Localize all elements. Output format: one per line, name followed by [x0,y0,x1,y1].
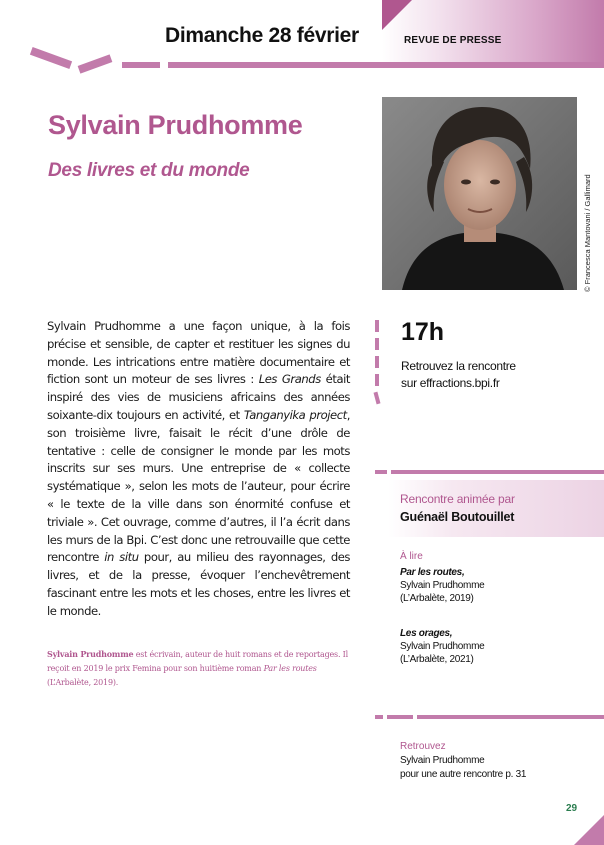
header-dash-decoration [30,47,72,69]
bio-name: Sylvain Prudhomme [47,649,134,659]
sidebar-dash-decoration [372,318,382,414]
host-label: Rencontre animée par [400,492,515,506]
event-time: 17h [401,318,445,346]
footer-corner-triangle [574,815,604,845]
book-publisher: (L’Arbalète, 2021) [400,654,474,665]
author-portrait-illustration [382,97,577,290]
header-corner-triangle [382,0,412,30]
book-author: Sylvain Prudhomme [400,641,485,652]
book-entry [400,627,484,666]
book-publisher: (L’Arbalète, 2019) [400,593,474,604]
header-rule [168,62,604,68]
article-title: Sylvain Prudhomme [48,110,303,140]
in-situ-italic: in situ [104,550,139,565]
photo-credit: © Francesca Mantovani / Gallimard [583,174,592,292]
author-bio: Sylvain Prudhomme est écrivain, auteur de huit romans et de reportages. Il reçoit en 2019 le prix Femina pour son huitième roman Par les routes (L’Arbalète, 2019). [47,649,348,687]
event-cta-line1: Retrouvez la rencontre [401,359,516,373]
see-also-name: Sylvain Prudhomme [400,755,485,766]
header-gradient-band [382,0,604,68]
author-photo [382,97,577,290]
event-link[interactable]: sur effractions.bpi.fr [401,376,500,390]
see-also-page-ref[interactable]: pour une autre rencontre p. 31 [400,769,527,780]
header-dash-decoration [78,54,113,73]
book-author: Sylvain Prudhomme [400,580,485,591]
book-entry [400,566,484,605]
reading-heading: À lire [400,551,423,562]
book-title-les-grands: Les Grands [258,372,321,387]
header-date: Dimanche 28 février [165,24,359,47]
book-title: Les orages, [400,628,453,639]
book-title: Par les routes, [400,567,465,578]
see-also-heading: Retrouvez [400,741,446,752]
bio-book-title: Par les routes [263,663,317,673]
sidebar-separator [375,470,604,474]
header-rubric: REVUE DE PRESSE [404,35,502,46]
article-subtitle: Des livres et du monde [48,160,250,181]
host-panel-background [388,480,604,537]
page-number: 29 [566,803,578,814]
host-name: Guénaël Boutouillet [400,510,515,524]
article-body: Sylvain Prudhomme a une façon unique, à la fois précise et sensible, de capter et restituer les signes du monde. Les intrications entre matière documentaire et fiction sont un moteur de ses livres : Les Grands était inspiré des vies de musiciens africains des années soixante-dix toujours en activité, et Tanganyika project, son troisième livre, faisait le récit d’une drôle de tentative : celle de consigner le monde par les mots inscrits sur ses murs. Une entreprise de « collecte systématique », selon les mots de l’auteur, pour écrire « le texte de la ville dans son énormité confuse et triviale ». Cet ouvrage, comme d’autres, il l’a écrit dans les murs de la Bpi. C’est donc une retrouvaille que cette rencontre in situ pour, au milieu des rayonnages, des livres, et de la presse, évoquer l’enchevêtrement fascinant entre les mots et les choses, entre les livres et le monde. [47,319,351,618]
book-title-tanganyika: Tanganyika project [243,407,347,422]
header-dash-decoration [122,62,160,68]
sidebar-separator [375,715,604,719]
